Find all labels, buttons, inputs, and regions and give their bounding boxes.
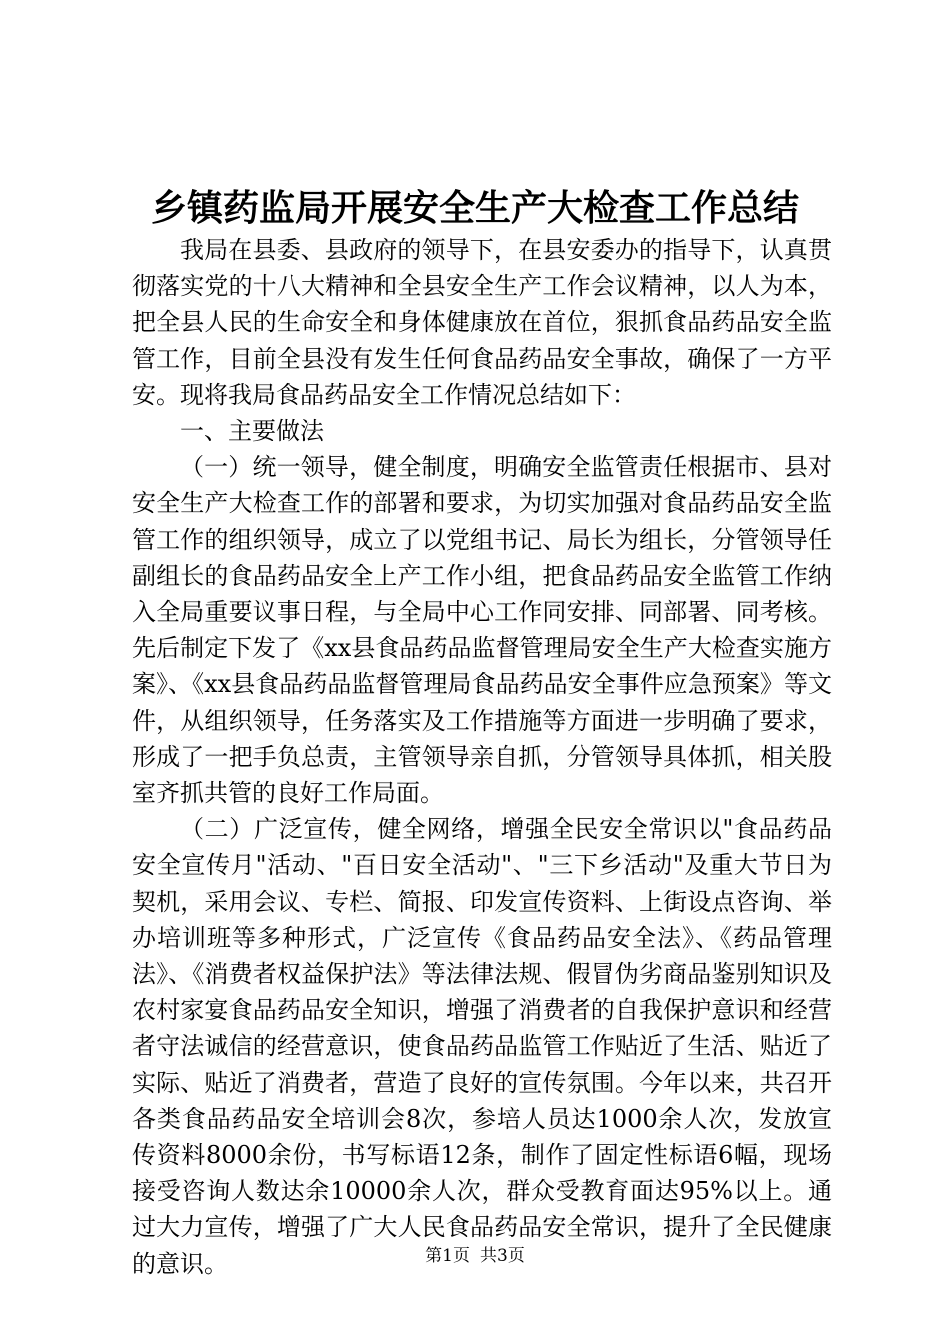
intro-paragraph: 我局在县委、县政府的领导下，在县安委办的指导下，认真贯彻落实党的十八大精神和全县安全生产工作会议精神，以人为本，把全县人民的生命安全和身体健康放在首位，狠抓食品药品安全监管工作，目前全县没有发生任何食品药品安全事故，确保了一方平安。现将我局食品药品安全工作情况总结如下： (132, 236, 832, 409)
page-footer (0, 1244, 950, 1268)
document-body (132, 232, 832, 1282)
paragraph-unified-leadership: （一）统一领导，健全制度，明确安全监管责任根据市、县对安全生产大检查工作的部署和要求，为切实加强对食品药品安全监管工作的组织领导，成立了以党组书记、局长为组长，分管领导任副组长的食品药品安全上产工作小组，把食品药品安全监管工作纳入全局重要议事日程，与全局中心工作同安排、同部署、同考核。先后制定下发了《xx县食品药品监督管理局安全生产大检查实施方案》、《xx县食品药品监督管理局食品药品安全事件应急预案》等文件，从组织领导，任务落实及工作措施等方面进一步明确了要求，形成了一把手负总责，主管领导亲自抓，分管领导具体抓，相关股室齐抓共管的良好工作局面。 (132, 453, 832, 808)
section-heading-main-practices: 一、主要做法 (180, 417, 324, 446)
page-total: 共3页 (480, 1246, 525, 1266)
document-title: 乡镇药监局开展安全生产大检查工作总结 (150, 187, 799, 229)
paragraph-publicity: （二）广泛宣传，健全网络，增强全民安全常识以"食品药品安全宣传月"活动、"百日安全活动"、"三下乡活动"及重大节日为契机，采用会议、专栏、简报、印发宣传资料、上街设点咨询、举办培训班等多种形式，广泛宣传《食品药品安全法》、《药品管理法》、《消费者权益保护法》等法律法规、假冒伪劣商品鉴别知识及农村家宴食品药品安全知识，增强了消费者的自我保护意识和经营者守法诚信的经营意识，使食品药品监管工作贴近了生活、贴近了实际、贴近了消费者，营造了良好的宣传氛围。今年以来，共召开各类食品药品安全培训会8次，参培人员达1000余人次，发放宣传资料8000余份，书写标语12条，制作了固定性标语6幅，现场接受咨询人数达余10000余人次，群众受教育面达95%以上。通过大力宣传，增强了广大人民食品药品安全常识，提升了全民健康的意识。 (132, 815, 832, 1278)
page-number: 第1页 (425, 1246, 470, 1266)
